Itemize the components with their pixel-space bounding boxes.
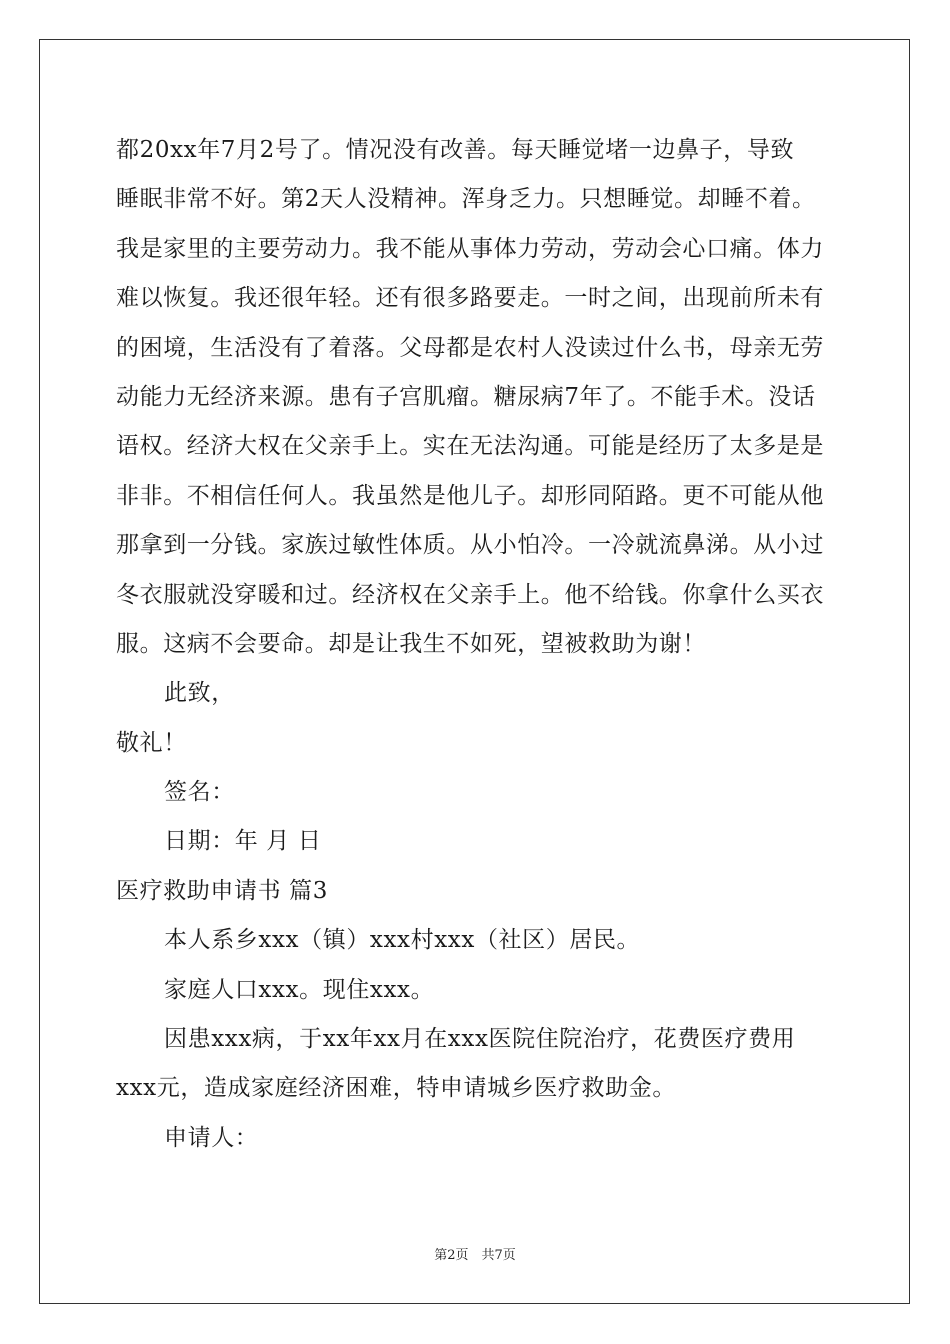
page-number: 第2页 共7页 bbox=[434, 1248, 516, 1263]
applicant-field: 申请人： bbox=[164, 1124, 259, 1151]
body-line-10: 冬衣服就没穿暖和过。经济权在父亲手上。他不给钱。你拿什么买衣 bbox=[116, 581, 824, 608]
section-line-1: 本人系乡xxx（镇）xxx村xxx（社区）居民。 bbox=[164, 927, 641, 954]
body-line-11: 服。这病不会要命。却是让我生不如死，望被救助为谢！ bbox=[116, 630, 706, 657]
section-line-2: 家庭人口xxx。现住xxx。 bbox=[164, 976, 435, 1003]
body-line-8: 非非。不相信任何人。我虽然是他儿子。却形同陌路。更不可能从他 bbox=[116, 482, 824, 509]
body-line-3: 我是家里的主要劳动力。我不能从事体力劳动，劳动会心口痛。体力 bbox=[116, 235, 824, 262]
section-line-4: xxx元，造成家庭经济困难，特申请城乡医疗救助金。 bbox=[116, 1075, 676, 1102]
body-line-4: 难以恢复。我还很年轻。还有很多路要走。一时之间，出现前所未有 bbox=[116, 285, 824, 312]
closing-greeting: 此致， bbox=[164, 680, 235, 707]
body-line-6: 动能力无经济来源。患有子宫肌瘤。糖尿病7年了。不能手术。没话 bbox=[116, 383, 816, 410]
section-heading: 医疗救助申请书 篇3 bbox=[116, 877, 328, 904]
section-line-3: 因患xxx病，于xx年xx月在xxx医院住院治疗，花费医疗费用 bbox=[164, 1026, 796, 1053]
body-line-1: 都20xx年7月2号了。情况没有改善。每天睡觉堵一边鼻子，导致 bbox=[116, 137, 795, 163]
body-line-5: 的困境，生活没有了着落。父母都是农村人没读过什么书，母亲无劳 bbox=[116, 334, 824, 361]
body-line-9: 那拿到一分钱。家族过敏性体质。从小怕冷。一冷就流鼻涕。从小过 bbox=[116, 532, 824, 559]
body-line-7: 语权。经济大权在父亲手上。实在无法沟通。可能是经历了太多是是 bbox=[116, 433, 824, 460]
body-line-2: 睡眠非常不好。第2天人没精神。浑身乏力。只想睡觉。却睡不着。 bbox=[116, 186, 816, 213]
signature-field: 签名： bbox=[164, 779, 235, 806]
date-field: 日期：年 月 日 bbox=[164, 828, 322, 855]
document-body bbox=[116, 126, 836, 1163]
closing-salute: 敬礼！ bbox=[116, 729, 187, 756]
